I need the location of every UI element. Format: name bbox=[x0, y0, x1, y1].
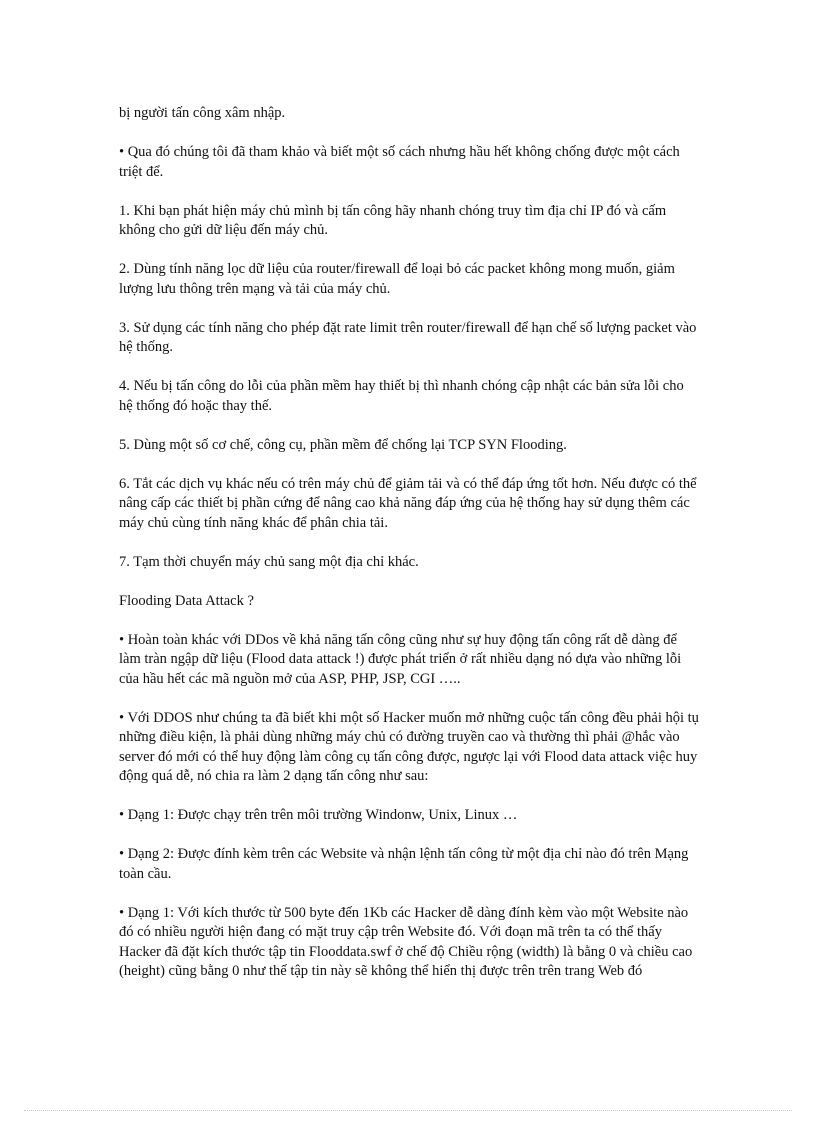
list-item-5: 5. Dùng một số cơ chế, công cụ, phần mềm để chống lại TCP SYN Flooding. bbox=[119, 436, 567, 453]
document-body bbox=[119, 104, 701, 1001]
paragraph-bullet-summary: • Qua đó chúng tôi đã tham khảo và biết một số cách nhưng hầu hết không chống được một cách triệt để. bbox=[119, 144, 680, 180]
paragraph-bullet-ddos-conditions: • Với DDOS như chúng ta đã biết khi một số Hacker muốn mở những cuộc tấn công đều phải hội tụ những điều kiện, là phải dùng những máy chủ có đường truyền cao và thường thì phải @hắc vào server đó mới có thể huy động làm công cụ tấn công được, ngược lại với Flood data attack việc huy động quá dễ, nó chia ra làm 2 dạng tấn công như sau: bbox=[119, 709, 699, 784]
list-item-6: 6. Tắt các dịch vụ khác nếu có trên máy chủ để giảm tải và có thể đáp ứng tốt hơn. Nếu được có thể nâng cấp các thiết bị phần cứng để nâng cao khả năng đáp ứng của hệ thống hay sử dụng thêm các máy chủ cùng tính năng khác để phân chia tải. bbox=[119, 475, 697, 531]
paragraph-bullet-type-1: • Dạng 1: Được chạy trên trên môi trường Windonw, Unix, Linux … bbox=[119, 807, 518, 823]
page-bottom-divider bbox=[24, 1110, 792, 1111]
section-heading: Flooding Data Attack ? bbox=[119, 592, 254, 609]
list-item-3: 3. Sử dụng các tính năng cho phép đặt rate limit trên router/firewall để hạn chế số lượng packet vào hệ thống. bbox=[119, 319, 697, 355]
paragraph-continuation: bị người tấn công xâm nhập. bbox=[119, 105, 286, 121]
list-item-7: 7. Tạm thời chuyển máy chủ sang một địa chỉ khác. bbox=[119, 553, 419, 570]
paragraph-bullet-type-1-detail: • Dạng 1: Với kích thước từ 500 byte đến 1Kb các Hacker dễ dàng đính kèm vào một Website nào đó có nhiều người hiện đang có mặt truy cập trên Website đó. Với đoạn mã trên ta có thể thấy Hacker đã đặt kích thước tập tin Flooddata.swf ở chế độ Chiều rộng (width) là bằng 0 và chiều cao (height) cũng bằng 0 như thế tập tin này sẽ không thể hiển thị được trên trên trang Web đó bbox=[119, 904, 693, 979]
list-item-2: 2. Dùng tính năng lọc dữ liệu của router/firewall để loại bỏ các packet không mong muốn, giảm lượng lưu thông trên mạng và tải của máy chủ. bbox=[119, 261, 675, 297]
list-item-1: 1. Khi bạn phát hiện máy chủ mình bị tấn công hãy nhanh chóng truy tìm địa chỉ IP đó và cấm không cho gửi dữ liệu đến máy chủ. bbox=[119, 202, 667, 238]
paragraph-bullet-ddos-compare: • Hoàn toàn khác với DDos về khả năng tấn công cũng như sự huy động tấn công rất dễ dàng để làm tràn ngập dữ liệu (Flood data attack !) được phát triển ở rất nhiều dạng nó dựa vào những lỗi của hầu hết các mã nguồn mở của ASP, PHP, JSP, CGI ….. bbox=[119, 631, 682, 687]
list-item-4: 4. Nếu bị tấn công do lỗi của phần mềm hay thiết bị thì nhanh chóng cập nhật các bản sửa lỗi cho hệ thống đó hoặc thay thế. bbox=[119, 378, 684, 414]
paragraph-bullet-type-2: • Dạng 2: Được đính kèm trên các Website và nhận lệnh tấn công từ một địa chỉ nào đó trên Mạng toàn cầu. bbox=[119, 846, 689, 882]
